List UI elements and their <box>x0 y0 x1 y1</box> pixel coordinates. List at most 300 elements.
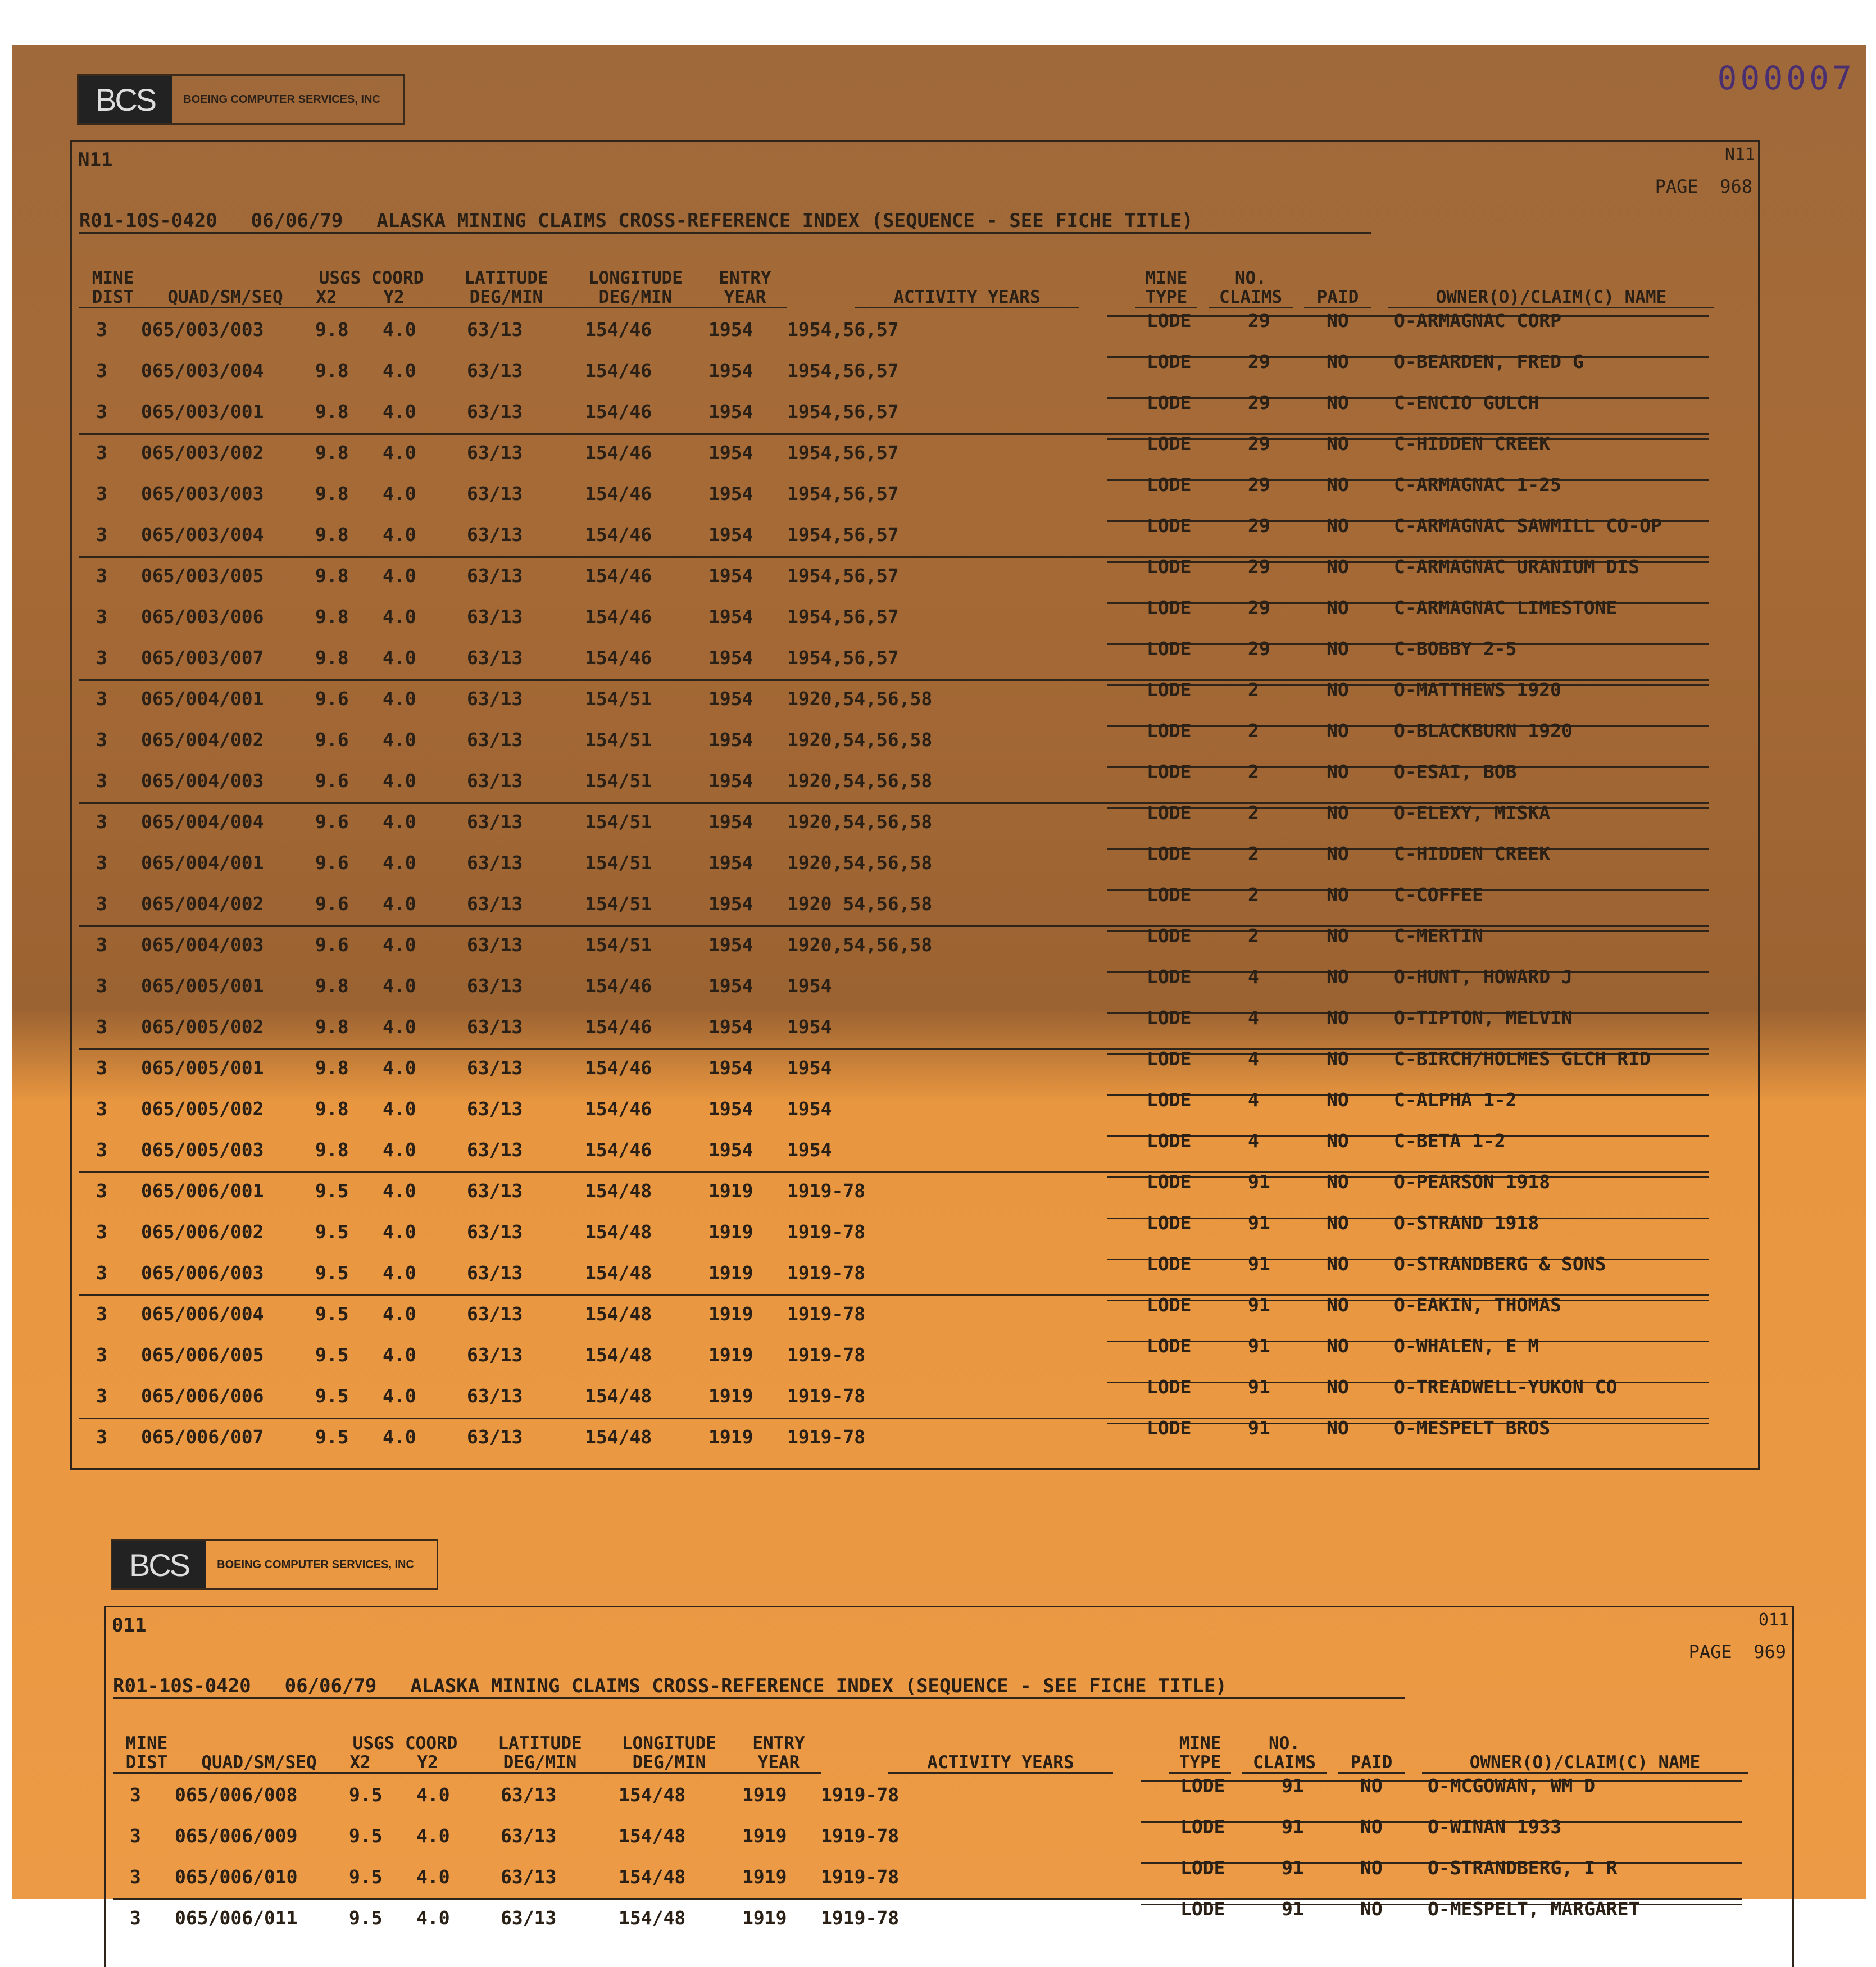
usgs-y2-cell: 4.0 <box>383 852 416 874</box>
mine-dist-cell: 3 <box>96 1385 107 1407</box>
longitude-cell: 154/48 <box>585 1385 652 1407</box>
header-activity-years-line-2: ACTIVITY YEARS <box>888 1753 1113 1774</box>
activity-years-cell: 1919-78 <box>787 1426 866 1448</box>
paid-cell: NO <box>1360 1775 1383 1797</box>
header-entry-year-line-2: YEAR <box>703 288 787 308</box>
entry-year-cell: 1919 <box>742 1784 787 1806</box>
mine-type-cell: LODE <box>1147 351 1192 372</box>
mine-dist-cell: 3 <box>96 565 107 587</box>
usgs-x2-cell: 9.8 <box>315 606 349 628</box>
usgs-y2-cell: 4.0 <box>383 770 416 792</box>
latitude-cell: 63/13 <box>467 1057 523 1079</box>
usgs-y2-cell: 4.0 <box>383 1426 416 1448</box>
usgs-x2-cell: 9.6 <box>315 893 349 915</box>
bcs-logo: BCS <box>112 1541 206 1588</box>
claims-cell: 91 <box>1248 1171 1270 1193</box>
mine-type-cell: LODE <box>1147 1376 1192 1398</box>
quad-cell: 065/005/002 <box>141 1016 264 1038</box>
latitude-cell: 63/13 <box>467 1385 523 1407</box>
usgs-x2-cell: 9.5 <box>315 1385 349 1407</box>
activity-years-cell: 1920 54,56,58 <box>787 893 933 915</box>
entry-year-cell: 1919 <box>742 1907 787 1929</box>
header-mine-dist <box>79 269 147 308</box>
usgs-y2-cell: 4.0 <box>383 811 416 833</box>
activity-years-cell: 1919-78 <box>821 1866 900 1888</box>
claims-cell: 2 <box>1248 720 1259 742</box>
usgs-y2-cell: 4.0 <box>416 1784 450 1806</box>
paid-cell: NO <box>1360 1898 1383 1920</box>
header-entry-year-line-2: YEAR <box>737 1753 821 1774</box>
usgs-x2-cell: 9.5 <box>315 1262 349 1284</box>
longitude-cell: 154/48 <box>619 1784 686 1806</box>
latitude-cell: 63/13 <box>467 524 523 546</box>
table-row <box>79 721 1709 761</box>
usgs-x2-cell: 9.8 <box>315 565 349 587</box>
usgs-y2-cell: 4.0 <box>383 606 416 628</box>
claims-cell: 91 <box>1248 1253 1270 1275</box>
entry-year-cell: 1954 <box>708 934 753 956</box>
report-page-968 <box>77 74 1763 1468</box>
header-claims-line-2: CLAIMS <box>1242 1753 1327 1774</box>
header-y2-line-1 <box>371 269 416 288</box>
page-label: PAGE <box>1688 1641 1732 1662</box>
header-quad-line-1 <box>141 269 310 288</box>
header-mine-type-line-1: MINE <box>1145 268 1188 288</box>
paid-cell: NO <box>1360 1857 1383 1879</box>
latitude-cell: 63/13 <box>501 1825 557 1847</box>
longitude-cell: 154/46 <box>585 1098 652 1120</box>
longitude-cell: 154/48 <box>619 1866 686 1888</box>
company-name: BOEING COMPUTER SERVICES, INC <box>217 1558 414 1571</box>
mine-dist-cell: 3 <box>96 442 107 464</box>
owner-cell: C-ALPHA 1-2 <box>1394 1089 1517 1111</box>
latitude-cell: 63/13 <box>467 360 523 381</box>
activity-years-cell: 1954,56,57 <box>787 606 899 628</box>
header-mine-type-line-2: TYPE <box>1135 288 1197 308</box>
header-longitude <box>568 269 703 308</box>
owner-cell: C-BETA 1-2 <box>1394 1130 1506 1152</box>
usgs-y2-cell: 4.0 <box>383 1385 416 1407</box>
mine-type-cell: LODE <box>1147 474 1192 496</box>
header-owner-line-2: OWNER(O)/CLAIM(C) NAME <box>1422 1753 1748 1774</box>
longitude-cell: 154/51 <box>585 688 652 710</box>
claims-cell: 2 <box>1248 679 1259 701</box>
entry-year-cell: 1954 <box>708 688 753 710</box>
header-activity-years-line-1 <box>855 269 1079 288</box>
table-row <box>113 1858 1742 1900</box>
header-longitude-line-2: DEG/MIN <box>568 288 703 308</box>
claims-cell: 4 <box>1248 966 1259 988</box>
owner-cell: O-MESPELT BROS <box>1394 1417 1551 1439</box>
mine-dist-cell: 3 <box>96 770 107 792</box>
entry-year-cell: 1954 <box>708 975 753 997</box>
header-claims-line-2: CLAIMS <box>1209 288 1293 308</box>
latitude-cell: 63/13 <box>501 1866 557 1888</box>
mine-type-cell: LODE <box>1147 966 1192 988</box>
entry-year-cell: 1954 <box>708 647 753 669</box>
longitude-cell: 154/51 <box>585 811 652 833</box>
claims-cell: 91 <box>1282 1857 1304 1879</box>
longitude-cell: 154/46 <box>585 442 652 464</box>
longitude-cell: 154/51 <box>585 934 652 956</box>
header-x2 <box>338 1734 383 1774</box>
report-date: 06/06/79 <box>251 210 343 232</box>
usgs-x2-cell: 9.5 <box>315 1344 349 1366</box>
entry-year-cell: 1919 <box>708 1426 753 1448</box>
mine-dist-cell: 3 <box>96 893 107 915</box>
claims-cell: 4 <box>1248 1048 1259 1070</box>
usgs-y2-cell: 4.0 <box>383 319 416 340</box>
activity-years-cell: 1920,54,56,58 <box>787 770 933 792</box>
table-row <box>79 434 1709 474</box>
sequence-number: 000007 <box>1717 59 1855 97</box>
entry-year-cell: 1919 <box>708 1303 753 1325</box>
header-claims-line-1: NO. <box>1235 268 1266 288</box>
mine-dist-cell: 3 <box>96 1344 107 1366</box>
table-row <box>79 1131 1709 1173</box>
table-row <box>79 926 1709 966</box>
longitude-cell: 154/46 <box>585 401 652 423</box>
mine-type-cell: LODE <box>1147 310 1192 331</box>
entry-year-cell: 1954 <box>708 893 753 915</box>
usgs-y2-cell: 4.0 <box>416 1866 450 1888</box>
mine-type-cell: LODE <box>1147 1130 1192 1152</box>
header-quad <box>141 269 310 308</box>
mine-dist-cell: 3 <box>96 1180 107 1202</box>
header-quad-line-2: QUAD/SM/SEQ <box>175 1753 343 1774</box>
quad-cell: 065/004/004 <box>141 811 264 833</box>
claims-cell: 91 <box>1248 1294 1270 1316</box>
header-mine-type-line-1: MINE <box>1179 1733 1221 1754</box>
mine-type-cell: LODE <box>1147 679 1192 701</box>
usgs-x2-cell: 9.5 <box>315 1221 349 1243</box>
header-latitude-line-1: LATITUDE <box>464 268 548 288</box>
header-entry-year-line-1: ENTRY <box>752 1733 805 1754</box>
paid-cell: NO <box>1327 720 1349 742</box>
usgs-y2-cell: 4.0 <box>383 975 416 997</box>
table-row <box>79 967 1709 1007</box>
longitude-cell: 154/48 <box>585 1303 652 1325</box>
entry-year-cell: 1919 <box>742 1866 787 1888</box>
page-label: PAGE <box>1655 176 1698 197</box>
table-row <box>79 516 1709 558</box>
usgs-y2-cell: 4.0 <box>383 1016 416 1038</box>
mine-type-cell: LODE <box>1180 1898 1225 1920</box>
paid-cell: NO <box>1327 925 1349 947</box>
claims-cell: 29 <box>1248 597 1270 619</box>
report-id: R01-10S-0420 <box>79 210 217 232</box>
mine-dist-cell: 3 <box>96 811 107 833</box>
usgs-x2-cell: 9.6 <box>315 934 349 956</box>
longitude-cell: 154/51 <box>585 770 652 792</box>
longitude-cell: 154/48 <box>585 1344 652 1366</box>
table-row <box>79 844 1709 884</box>
mine-dist-cell: 3 <box>96 688 107 710</box>
claims-cell: 91 <box>1282 1775 1304 1797</box>
entry-year-cell: 1919 <box>708 1385 753 1407</box>
corner-code-left: N11 <box>78 149 113 171</box>
usgs-x2-cell: 9.5 <box>349 1866 383 1888</box>
table-row <box>79 885 1709 927</box>
paid-cell: NO <box>1327 310 1349 331</box>
entry-year-cell: 1919 <box>708 1344 753 1366</box>
claims-cell: 29 <box>1248 474 1270 496</box>
table-row <box>79 680 1709 720</box>
paid-cell: NO <box>1327 474 1349 496</box>
owner-cell: C-MERTIN <box>1394 925 1483 947</box>
mine-dist-cell: 3 <box>96 606 107 628</box>
usgs-y2-cell: 4.0 <box>383 565 416 587</box>
owner-cell: C-ARMAGNAC SAWMILL CO-OP <box>1394 515 1662 537</box>
owner-cell: O-STRAND 1918 <box>1394 1212 1539 1234</box>
latitude-cell: 63/13 <box>467 647 523 669</box>
paid-cell: NO <box>1327 843 1349 865</box>
owner-cell: C-ARMAGNAC URANIUM DIS <box>1394 556 1640 578</box>
latitude-cell: 63/13 <box>467 442 523 464</box>
claims-cell: 4 <box>1248 1130 1259 1152</box>
header-y2-line-2: Y2 <box>405 1753 450 1774</box>
quad-cell: 065/006/009 <box>175 1825 298 1847</box>
latitude-cell: 63/13 <box>467 401 523 423</box>
longitude-cell: 154/46 <box>585 524 652 546</box>
activity-years-cell: 1919-78 <box>821 1825 900 1847</box>
usgs-y2-cell: 4.0 <box>383 401 416 423</box>
usgs-y2-cell: 4.0 <box>416 1825 450 1847</box>
latitude-cell: 63/13 <box>467 1426 523 1448</box>
claims-cell: 29 <box>1248 515 1270 537</box>
latitude-cell: 63/13 <box>467 893 523 915</box>
entry-year-cell: 1954 <box>708 360 753 381</box>
claims-cell: 4 <box>1248 1007 1259 1029</box>
usgs-x2-cell: 9.8 <box>315 975 349 997</box>
usgs-x2-cell: 9.8 <box>315 401 349 423</box>
longitude-cell: 154/48 <box>585 1221 652 1243</box>
entry-year-cell: 1919 <box>708 1180 753 1202</box>
entry-year-cell: 1919 <box>708 1221 753 1243</box>
activity-years-cell: 1954,56,57 <box>787 483 899 505</box>
owner-cell: C-BIRCH/HOLMES GLCH RID <box>1394 1048 1651 1070</box>
header-mine-type <box>1135 269 1197 308</box>
quad-cell: 065/006/005 <box>141 1344 264 1366</box>
latitude-cell: 63/13 <box>467 852 523 874</box>
header-entry-year <box>737 1734 821 1774</box>
header-x2-line-1 <box>338 1734 383 1753</box>
longitude-cell: 154/46 <box>585 319 652 340</box>
usgs-x2-cell: 9.6 <box>315 729 349 751</box>
usgs-y2-cell: 4.0 <box>416 1907 450 1929</box>
activity-years-cell: 1954,56,57 <box>787 565 899 587</box>
latitude-cell: 63/13 <box>467 1016 523 1038</box>
usgs-x2-cell: 9.8 <box>315 1016 349 1038</box>
company-logo-bar <box>77 74 405 125</box>
report-frame <box>104 1606 1794 1967</box>
mine-type-cell: LODE <box>1147 884 1192 906</box>
usgs-x2-cell: 9.5 <box>315 1303 349 1325</box>
paid-cell: NO <box>1327 1130 1349 1152</box>
latitude-cell: 63/13 <box>501 1784 557 1806</box>
page-number-value: 968 <box>1720 176 1752 197</box>
owner-cell: O-ESAI, BOB <box>1394 761 1517 783</box>
usgs-x2-cell: 9.8 <box>315 1098 349 1120</box>
header-quad-line-2: QUAD/SM/SEQ <box>141 288 310 308</box>
paid-cell: NO <box>1327 1253 1349 1275</box>
quad-cell: 065/004/003 <box>141 934 264 956</box>
page-number <box>1689 1641 1786 1662</box>
page-number-value: 969 <box>1754 1641 1786 1662</box>
header-paid-line-1 <box>1304 269 1371 288</box>
owner-cell: O-WHALEN, E M <box>1394 1335 1539 1357</box>
usgs-x2-cell: 9.8 <box>315 319 349 340</box>
header-activity-years <box>888 1734 1113 1774</box>
mine-type-cell: LODE <box>1147 843 1192 865</box>
header-mine-dist-line-1: MINE <box>92 268 134 288</box>
quad-cell: 065/006/003 <box>141 1262 264 1284</box>
activity-years-cell: 1954 <box>787 1057 832 1079</box>
header-y2-line-2: Y2 <box>371 288 416 308</box>
activity-years-cell: 1919-78 <box>787 1180 866 1202</box>
header-usgs-coord-line-1: USGS COORD <box>352 1733 458 1754</box>
mine-dist-cell: 3 <box>96 483 107 505</box>
mine-type-cell: LODE <box>1147 433 1192 455</box>
header-x2 <box>304 269 349 308</box>
report-title: ALASKA MINING CLAIMS CROSS-REFERENCE INDEX (SEQUENCE - SEE FICHE TITLE) <box>376 210 1193 232</box>
owner-cell: C-ARMAGNAC LIMESTONE <box>1394 597 1618 619</box>
company-logo-bar <box>111 1539 438 1590</box>
header-usgs-coord-line-1: USGS COORD <box>319 268 424 288</box>
paid-cell: NO <box>1327 515 1349 537</box>
report-title-line <box>79 210 1371 234</box>
header-longitude-line-2: DEG/MIN <box>602 1753 737 1774</box>
paid-cell: NO <box>1327 1294 1349 1316</box>
activity-years-cell: 1954,56,57 <box>787 360 899 381</box>
header-y2 <box>371 269 416 308</box>
quad-cell: 065/004/001 <box>141 688 264 710</box>
table-row <box>79 1295 1709 1335</box>
header-longitude-line-1: LONGITUDE <box>588 268 683 288</box>
paid-cell: NO <box>1327 884 1349 906</box>
usgs-x2-cell: 9.8 <box>315 483 349 505</box>
quad-cell: 065/006/008 <box>175 1784 298 1806</box>
table-row <box>79 1172 1709 1212</box>
usgs-y2-cell: 4.0 <box>383 1180 416 1202</box>
paid-cell: NO <box>1327 1335 1349 1357</box>
quad-cell: 065/003/002 <box>141 442 264 464</box>
latitude-cell: 63/13 <box>467 934 523 956</box>
claims-cell: 2 <box>1248 761 1259 783</box>
quad-cell: 065/005/001 <box>141 975 264 997</box>
header-claims <box>1242 1734 1327 1774</box>
latitude-cell: 63/13 <box>467 1221 523 1243</box>
header-owner-line-2: OWNER(O)/CLAIM(C) NAME <box>1388 288 1714 308</box>
paid-cell: NO <box>1327 1171 1349 1193</box>
claims-cell: 91 <box>1248 1335 1270 1357</box>
activity-years-cell: 1954 <box>787 1139 832 1161</box>
quad-cell: 065/003/007 <box>141 647 264 669</box>
quad-cell: 065/006/011 <box>175 1907 298 1929</box>
header-x2-line-2: X2 <box>338 1753 383 1774</box>
header-entry-year <box>703 269 787 308</box>
owner-cell: O-TREADWELL-YUKON CO <box>1394 1376 1618 1398</box>
mine-type-cell: LODE <box>1147 638 1192 660</box>
owner-cell: O-STRANDBERG & SONS <box>1394 1253 1606 1275</box>
mine-type-cell: LODE <box>1147 1253 1192 1275</box>
entry-year-cell: 1954 <box>708 770 753 792</box>
latitude-cell: 63/13 <box>467 1303 523 1325</box>
usgs-y2-cell: 4.0 <box>383 1221 416 1243</box>
activity-years-cell: 1954 <box>787 1016 832 1038</box>
quad-cell: 065/003/003 <box>141 483 264 505</box>
mine-dist-cell: 3 <box>96 1016 107 1038</box>
latitude-cell: 63/13 <box>467 565 523 587</box>
table-row <box>79 1090 1709 1130</box>
mine-type-cell: LODE <box>1147 1171 1192 1193</box>
longitude-cell: 154/46 <box>585 647 652 669</box>
owner-cell: O-MATTHEWS 1920 <box>1394 679 1562 701</box>
entry-year-cell: 1954 <box>708 606 753 628</box>
mine-type-cell: LODE <box>1147 1048 1192 1070</box>
header-paid-line-1 <box>1338 1734 1405 1753</box>
entry-year-cell: 1954 <box>708 319 753 340</box>
table-row <box>79 311 1709 351</box>
owner-cell: O-PEARSON 1918 <box>1394 1171 1551 1193</box>
claims-cell: 2 <box>1248 884 1259 906</box>
mine-type-cell: LODE <box>1147 1089 1192 1111</box>
entry-year-cell: 1919 <box>708 1262 753 1284</box>
claims-cell: 2 <box>1248 802 1259 824</box>
longitude-cell: 154/48 <box>585 1262 652 1284</box>
header-activity-years-line-1 <box>888 1734 1113 1753</box>
header-mine-type <box>1169 1734 1231 1774</box>
longitude-cell: 154/48 <box>619 1907 686 1929</box>
quad-cell: 065/006/001 <box>141 1180 264 1202</box>
report-frame <box>70 140 1760 1470</box>
header-longitude <box>602 1734 737 1774</box>
header-latitude-line-2: DEG/MIN <box>444 288 568 308</box>
owner-cell: O-MCGOWAN, WM D <box>1428 1775 1596 1797</box>
activity-years-cell: 1919-78 <box>821 1907 900 1929</box>
usgs-y2-cell: 4.0 <box>383 1303 416 1325</box>
paid-cell: NO <box>1327 1212 1349 1234</box>
mine-dist-cell: 3 <box>96 1426 107 1448</box>
report-id: R01-10S-0420 <box>113 1675 251 1697</box>
claims-cell: 29 <box>1248 310 1270 331</box>
paid-cell: NO <box>1327 392 1349 414</box>
usgs-x2-cell: 9.6 <box>315 770 349 792</box>
table-row <box>79 1336 1709 1377</box>
quad-cell: 065/003/001 <box>141 401 264 423</box>
claims-cell: 91 <box>1248 1376 1270 1398</box>
header-y2-line-1 <box>405 1734 450 1753</box>
activity-years-cell: 1954,56,57 <box>787 401 899 423</box>
latitude-cell: 63/13 <box>467 319 523 340</box>
longitude-cell: 154/51 <box>585 893 652 915</box>
table-row <box>79 639 1709 681</box>
table-row <box>79 557 1709 597</box>
header-owner-line-1 <box>1422 1734 1748 1753</box>
table-row <box>79 475 1709 515</box>
table-row <box>79 1377 1709 1419</box>
table-row <box>79 803 1709 843</box>
activity-years-cell: 1919-78 <box>787 1303 866 1325</box>
owner-cell: O-EAKIN, THOMAS <box>1394 1294 1562 1316</box>
usgs-x2-cell: 9.5 <box>349 1825 383 1847</box>
usgs-x2-cell: 9.8 <box>315 442 349 464</box>
activity-years-cell: 1954,56,57 <box>787 524 899 546</box>
usgs-y2-cell: 4.0 <box>383 934 416 956</box>
activity-years-cell: 1954 <box>787 975 832 997</box>
latitude-cell: 63/13 <box>467 1262 523 1284</box>
mine-dist-cell: 3 <box>130 1866 141 1888</box>
